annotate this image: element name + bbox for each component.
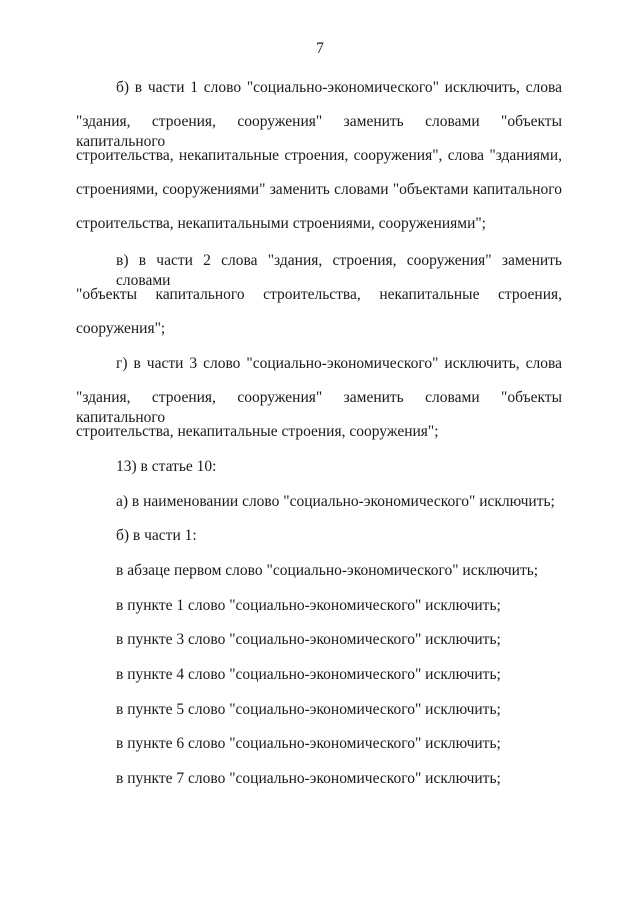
paragraph-line: "здания, строения, сооружения" заменить словами "объекты капитального: [76, 389, 562, 426]
paragraph-line: г) в части 3 слово "социально-экономического" исключить, слова: [116, 355, 562, 372]
list-item: в пункте 5 слово "социально-экономического" исключить;: [116, 701, 501, 718]
paragraph-line: в) в части 2 слова "здания, строения, сооружения" заменить словами: [116, 252, 562, 289]
list-item: в абзаце первом слово "социально-экономического" исключить;: [116, 562, 539, 579]
paragraph-line: б) в части 1 слово "социально-экономического" исключить, слова: [116, 79, 562, 96]
paragraph-line: строительства, некапитальные строения, сооружения", слова "зданиями,: [76, 147, 562, 164]
page-number: 7: [316, 40, 324, 57]
paragraph-line: строениями, сооружениями" заменить словами "объектами капитального: [76, 181, 562, 198]
list-item: в пункте 6 слово "социально-экономического" исключить;: [116, 735, 501, 752]
paragraph-line: строительства, некапитальные строения, сооружения";: [76, 423, 439, 440]
list-item: в пункте 3 слово "социально-экономического" исключить;: [116, 631, 501, 648]
list-item: в пункте 4 слово "социально-экономического" исключить;: [116, 666, 501, 683]
paragraph-line: строительства, некапитальными строениями, сооружениями";: [76, 215, 486, 232]
list-item: б) в части 1:: [116, 527, 197, 544]
list-item: в пункте 7 слово "социально-экономического" исключить;: [116, 770, 501, 787]
paragraph-line: "здания, строения, сооружения" заменить словами "объекты капитального: [76, 113, 562, 150]
list-item: в пункте 1 слово "социально-экономического" исключить;: [116, 597, 501, 614]
paragraph-line: "объекты капитального строительства, некапитальные строения,: [76, 286, 562, 303]
paragraph-line: сооружения";: [76, 320, 166, 337]
list-item: а) в наименовании слово "социально-экономического" исключить;: [116, 493, 555, 510]
article-heading: 13) в статье 10:: [116, 458, 217, 475]
